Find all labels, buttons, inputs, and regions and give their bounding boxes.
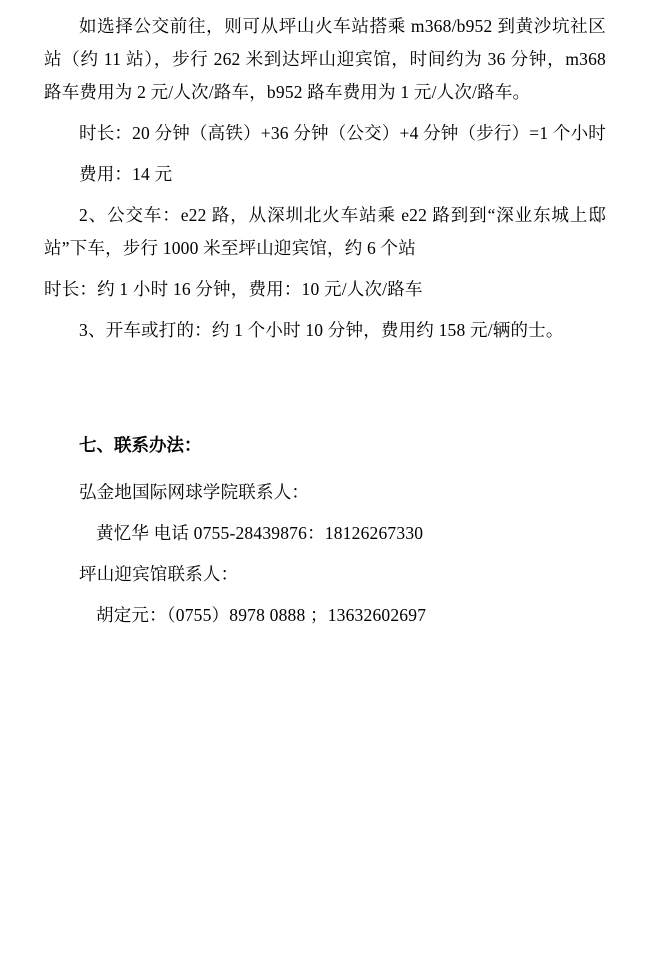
section-spacer — [44, 353, 606, 429]
paragraph-driving-taxi: 3、开车或打的：约 1 个小时 10 分钟，费用约 158 元/辆的士。 — [79, 320, 564, 340]
contact-academy-label: 弘金地国际网球学院联系人： — [79, 482, 310, 502]
heading-spacer — [44, 466, 606, 476]
contact-academy-person: 黄忆华 电话 0755-28439876：18126267330 — [96, 523, 424, 543]
contact-hotel-person: 胡定元：（0755）8978 0888 ；13632602697 — [96, 605, 427, 625]
paragraph-bus-route-e22: 2、公交车：e22 路，从深圳北火车站乘 e22 路到到“深业东城上邸站”下车，步行 1000 米至坪山迎宾馆，约 6 个站 — [44, 205, 606, 258]
contact-hotel-label: 坪山迎宾馆联系人： — [79, 564, 239, 584]
paragraph-e22-duration-cost: 时长：约 1 小时 16 分钟，费用：10 元/人次/路车 — [44, 279, 423, 299]
paragraph-cost-summary: 费用：14 元 — [79, 164, 173, 184]
paragraph-duration-summary: 时长：20 分钟（高铁）+36 分钟（公交）+4 分钟（步行）=1 个小时 — [79, 123, 607, 143]
paragraph-bus-route-m368: 如选择公交前往，则可从坪山火车站搭乘 m368/b952 到黄沙坑社区站（约 11 站），步行 262 米到达坪山迎宾馆，时间约为 36 分钟，m368 路车费用为 2 元/人次/路车，b952 路车费用为 1 元/人次/路车。 — [44, 16, 606, 102]
section-heading-contact: 七、联系办法： — [79, 435, 202, 455]
